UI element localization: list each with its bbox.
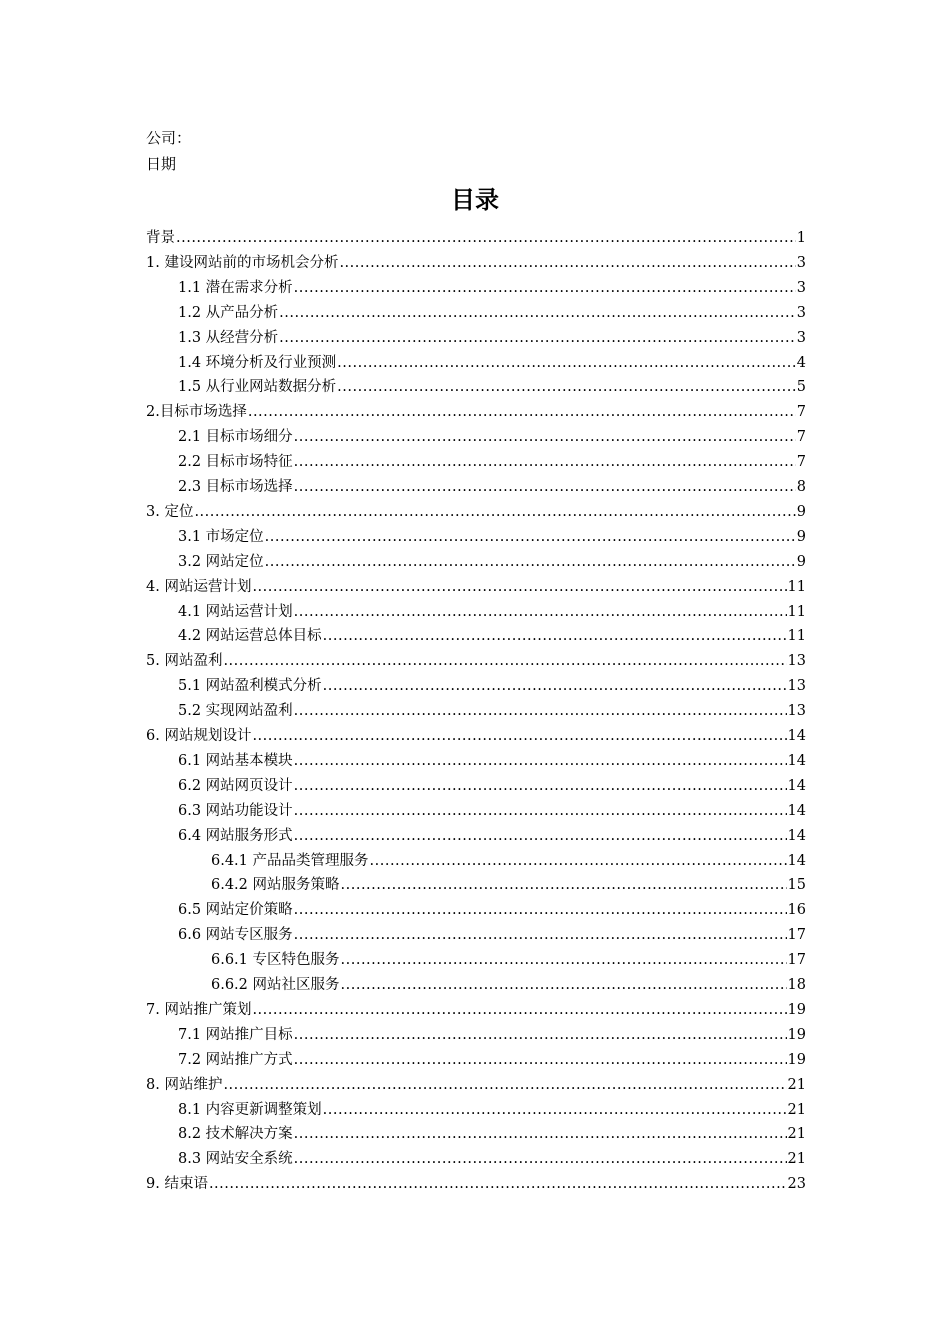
- toc-dot-leader: [294, 425, 796, 449]
- toc-entry-page-number: 19: [787, 1002, 806, 1018]
- toc-entry[interactable]: [146, 649, 806, 673]
- toc-entry-label: 8.2 技术解决方案: [178, 1126, 293, 1142]
- toc-entry[interactable]: [178, 301, 806, 325]
- toc-entry-page-number: 3: [796, 330, 806, 346]
- toc-entry[interactable]: [146, 575, 806, 599]
- toc-dot-leader: [294, 923, 787, 947]
- toc-entry-label: 5.1 网站盈利模式分析: [178, 678, 322, 694]
- toc-entry-page-number: 21: [787, 1151, 806, 1167]
- toc-entry-label: 4. 网站运营计划: [146, 579, 252, 595]
- toc-entry[interactable]: [146, 998, 806, 1022]
- toc-entry-page-number: 17: [787, 952, 806, 968]
- toc-dot-leader: [337, 375, 796, 399]
- toc-entry[interactable]: [178, 550, 806, 574]
- toc-entry[interactable]: [178, 1023, 806, 1047]
- toc-dot-leader: [252, 724, 786, 748]
- toc-entry[interactable]: [178, 375, 806, 399]
- toc-entry-label: 6.6 网站专区服务: [178, 927, 293, 943]
- toc-entry[interactable]: [146, 400, 806, 424]
- toc-dot-leader: [294, 1122, 787, 1146]
- toc-entry-page-number: 14: [787, 828, 806, 844]
- toc-entry-label: 6.5 网站定价策略: [178, 902, 293, 918]
- toc-dot-leader: [294, 600, 787, 624]
- toc-dot-leader: [279, 326, 796, 350]
- toc-entry-page-number: 17: [787, 927, 806, 943]
- toc-entry-label: 6.6.1 专区特色服务: [211, 952, 340, 968]
- toc-entry[interactable]: [146, 251, 806, 275]
- toc-entry-label: 5.2 实现网站盈利: [178, 703, 293, 719]
- toc-dot-leader: [265, 550, 796, 574]
- toc-entry-label: 6.2 网站网页设计: [178, 778, 293, 794]
- toc-dot-leader: [323, 1098, 787, 1122]
- toc-entry-label: 8. 网站维护: [146, 1077, 223, 1093]
- toc-entry-label: 5. 网站盈利: [146, 653, 223, 669]
- toc-dot-leader: [294, 450, 796, 474]
- toc-dot-leader: [294, 1023, 787, 1047]
- toc-entry-page-number: 19: [787, 1052, 806, 1068]
- toc-entry-page-number: 3: [796, 255, 806, 271]
- toc-entry[interactable]: [211, 849, 806, 873]
- date-label: 日期: [146, 155, 177, 173]
- toc-dot-leader: [248, 400, 796, 424]
- toc-dot-leader: [223, 1073, 786, 1097]
- toc-entry-label: 2.2 目标市场特征: [178, 454, 293, 470]
- toc-entry-label: 1.2 从产品分析: [178, 305, 279, 321]
- toc-entry-label: 8.3 网站安全系统: [178, 1151, 293, 1167]
- toc-entry-label: 2.1 目标市场细分: [178, 429, 293, 445]
- toc-entry[interactable]: [178, 425, 806, 449]
- toc-entry-page-number: 23: [787, 1176, 806, 1192]
- toc-entry-page-number: 19: [787, 1027, 806, 1043]
- toc-entry[interactable]: [178, 749, 806, 773]
- toc-entry[interactable]: [178, 600, 806, 624]
- toc-entry-label: 3. 定位: [146, 504, 194, 520]
- toc-entry[interactable]: [178, 674, 806, 698]
- toc-entry-label: 4.2 网站运营总体目标: [178, 628, 322, 644]
- toc-dot-leader: [294, 774, 787, 798]
- toc-entry-page-number: 18: [787, 977, 806, 993]
- toc-entry[interactable]: [178, 1048, 806, 1072]
- toc-entry-label: 背景: [146, 230, 175, 246]
- toc-entry-label: 6.4.1 产品品类管理服务: [211, 853, 369, 869]
- toc-entry-page-number: 14: [787, 728, 806, 744]
- toc-entry-page-number: 9: [796, 504, 806, 520]
- toc-dot-leader: [252, 998, 786, 1022]
- toc-entry[interactable]: [178, 525, 806, 549]
- toc-dot-leader: [294, 1147, 787, 1171]
- toc-entry-label: 7.1 网站推广目标: [178, 1027, 293, 1043]
- toc-entry-page-number: 11: [787, 628, 806, 644]
- toc-entry[interactable]: [211, 973, 806, 997]
- toc-dot-leader: [294, 898, 787, 922]
- toc-entry-page-number: 14: [787, 803, 806, 819]
- toc-dot-leader: [223, 649, 786, 673]
- toc-entry[interactable]: [178, 774, 806, 798]
- toc-dot-leader: [294, 276, 796, 300]
- toc-entry-page-number: 9: [796, 554, 806, 570]
- toc-entry-label: 6.4 网站服务形式: [178, 828, 293, 844]
- toc-entry[interactable]: [178, 450, 806, 474]
- toc-dot-leader: [294, 1048, 787, 1072]
- toc-entry[interactable]: [146, 1172, 806, 1196]
- toc-entry-page-number: 7: [796, 454, 806, 470]
- toc-entry-page-number: 16: [787, 902, 806, 918]
- toc-dot-leader: [194, 500, 795, 524]
- toc-entry-page-number: 21: [787, 1102, 806, 1118]
- toc-entry-label: 6.1 网站基本模块: [178, 753, 293, 769]
- toc-entry-label: 3.2 网站定位: [178, 554, 264, 570]
- company-label: 公司：: [146, 129, 192, 147]
- toc-dot-leader: [294, 799, 787, 823]
- toc-dot-leader: [337, 351, 796, 375]
- toc-entry[interactable]: [211, 948, 806, 972]
- toc-entry[interactable]: [178, 799, 806, 823]
- toc-dot-leader: [323, 624, 787, 648]
- toc-entry-label: 2.目标市场选择: [146, 404, 247, 420]
- toc-entry-label: 7. 网站推广策划: [146, 1002, 252, 1018]
- toc-entry-label: 2.3 目标市场选择: [178, 479, 293, 495]
- toc-entry-page-number: 11: [787, 579, 806, 595]
- toc-dot-leader: [265, 525, 796, 549]
- toc-entry-label: 4.1 网站运营计划: [178, 604, 293, 620]
- toc-dot-leader: [339, 251, 795, 275]
- toc-entry[interactable]: [178, 624, 806, 648]
- toc-entry-label: 1.4 环境分析及行业预测: [178, 355, 337, 371]
- toc-dot-leader: [294, 699, 787, 723]
- toc-dot-leader: [252, 575, 786, 599]
- toc-entry[interactable]: [178, 1122, 806, 1146]
- toc-dot-leader: [209, 1172, 787, 1196]
- toc-entry-page-number: 5: [796, 379, 806, 395]
- toc-entry-page-number: 1: [796, 230, 806, 246]
- toc-entry-page-number: 4: [796, 355, 806, 371]
- toc-entry-label: 7.2 网站推广方式: [178, 1052, 293, 1068]
- toc-title: 目录: [451, 186, 499, 214]
- toc-entry-label: 3.1 市场定位: [178, 529, 264, 545]
- toc-dot-leader: [341, 948, 787, 972]
- toc-entry[interactable]: [178, 276, 806, 300]
- toc-entry-label: 1.3 从经营分析: [178, 330, 279, 346]
- toc-dot-leader: [370, 849, 787, 873]
- toc-entry[interactable]: [178, 1147, 806, 1171]
- toc-entry[interactable]: [178, 898, 806, 922]
- toc-entry-page-number: 13: [787, 703, 806, 719]
- toc-entry[interactable]: [178, 923, 806, 947]
- toc-entry-page-number: 21: [787, 1077, 806, 1093]
- toc-entry-page-number: 7: [796, 429, 806, 445]
- toc-entry-page-number: 11: [787, 604, 806, 620]
- toc-entry[interactable]: [178, 699, 806, 723]
- toc-dot-leader: [279, 301, 796, 325]
- toc-dot-leader: [341, 873, 787, 897]
- toc-entry-label: 8.1 内容更新调整策划: [178, 1102, 322, 1118]
- toc-entry-page-number: 3: [796, 280, 806, 296]
- toc-dot-leader: [294, 824, 787, 848]
- toc-entry[interactable]: [146, 226, 806, 250]
- toc-dot-leader: [176, 226, 796, 250]
- toc-entry[interactable]: [178, 824, 806, 848]
- toc-entry-page-number: 14: [787, 753, 806, 769]
- toc-entry-label: 1. 建设网站前的市场机会分析: [146, 255, 339, 271]
- toc-entry-page-number: 13: [787, 678, 806, 694]
- toc-entry-label: 9. 结束语: [146, 1176, 208, 1192]
- toc-entry-page-number: 3: [796, 305, 806, 321]
- toc-entry-page-number: 9: [796, 529, 806, 545]
- toc-entry[interactable]: [146, 1073, 806, 1097]
- toc-entry[interactable]: [178, 475, 806, 499]
- toc-entry[interactable]: [146, 500, 806, 524]
- toc-entry[interactable]: [211, 873, 806, 897]
- toc-dot-leader: [294, 749, 787, 773]
- toc-entry-label: 6.3 网站功能设计: [178, 803, 293, 819]
- toc-entry-page-number: 21: [787, 1126, 806, 1142]
- toc-entry-label: 1.1 潜在需求分析: [178, 280, 293, 296]
- toc-dot-leader: [323, 674, 787, 698]
- toc-entry-page-number: 13: [787, 653, 806, 669]
- toc-entry-label: 6.4.2 网站服务策略: [211, 877, 340, 893]
- toc-dot-leader: [294, 475, 796, 499]
- toc-entry-page-number: 14: [787, 853, 806, 869]
- toc-entry-page-number: 8: [796, 479, 806, 495]
- toc-entry-page-number: 7: [796, 404, 806, 420]
- toc-entry[interactable]: [178, 326, 806, 350]
- toc-entry[interactable]: [178, 1098, 806, 1122]
- toc-entry[interactable]: [178, 351, 806, 375]
- toc-entry[interactable]: [146, 724, 806, 748]
- toc-entry-label: 6.6.2 网站社区服务: [211, 977, 340, 993]
- toc-entry-label: 1.5 从行业网站数据分析: [178, 379, 337, 395]
- toc-dot-leader: [341, 973, 787, 997]
- toc-entry-page-number: 14: [787, 778, 806, 794]
- toc-entry-label: 6. 网站规划设计: [146, 728, 252, 744]
- toc-entry-page-number: 15: [787, 877, 806, 893]
